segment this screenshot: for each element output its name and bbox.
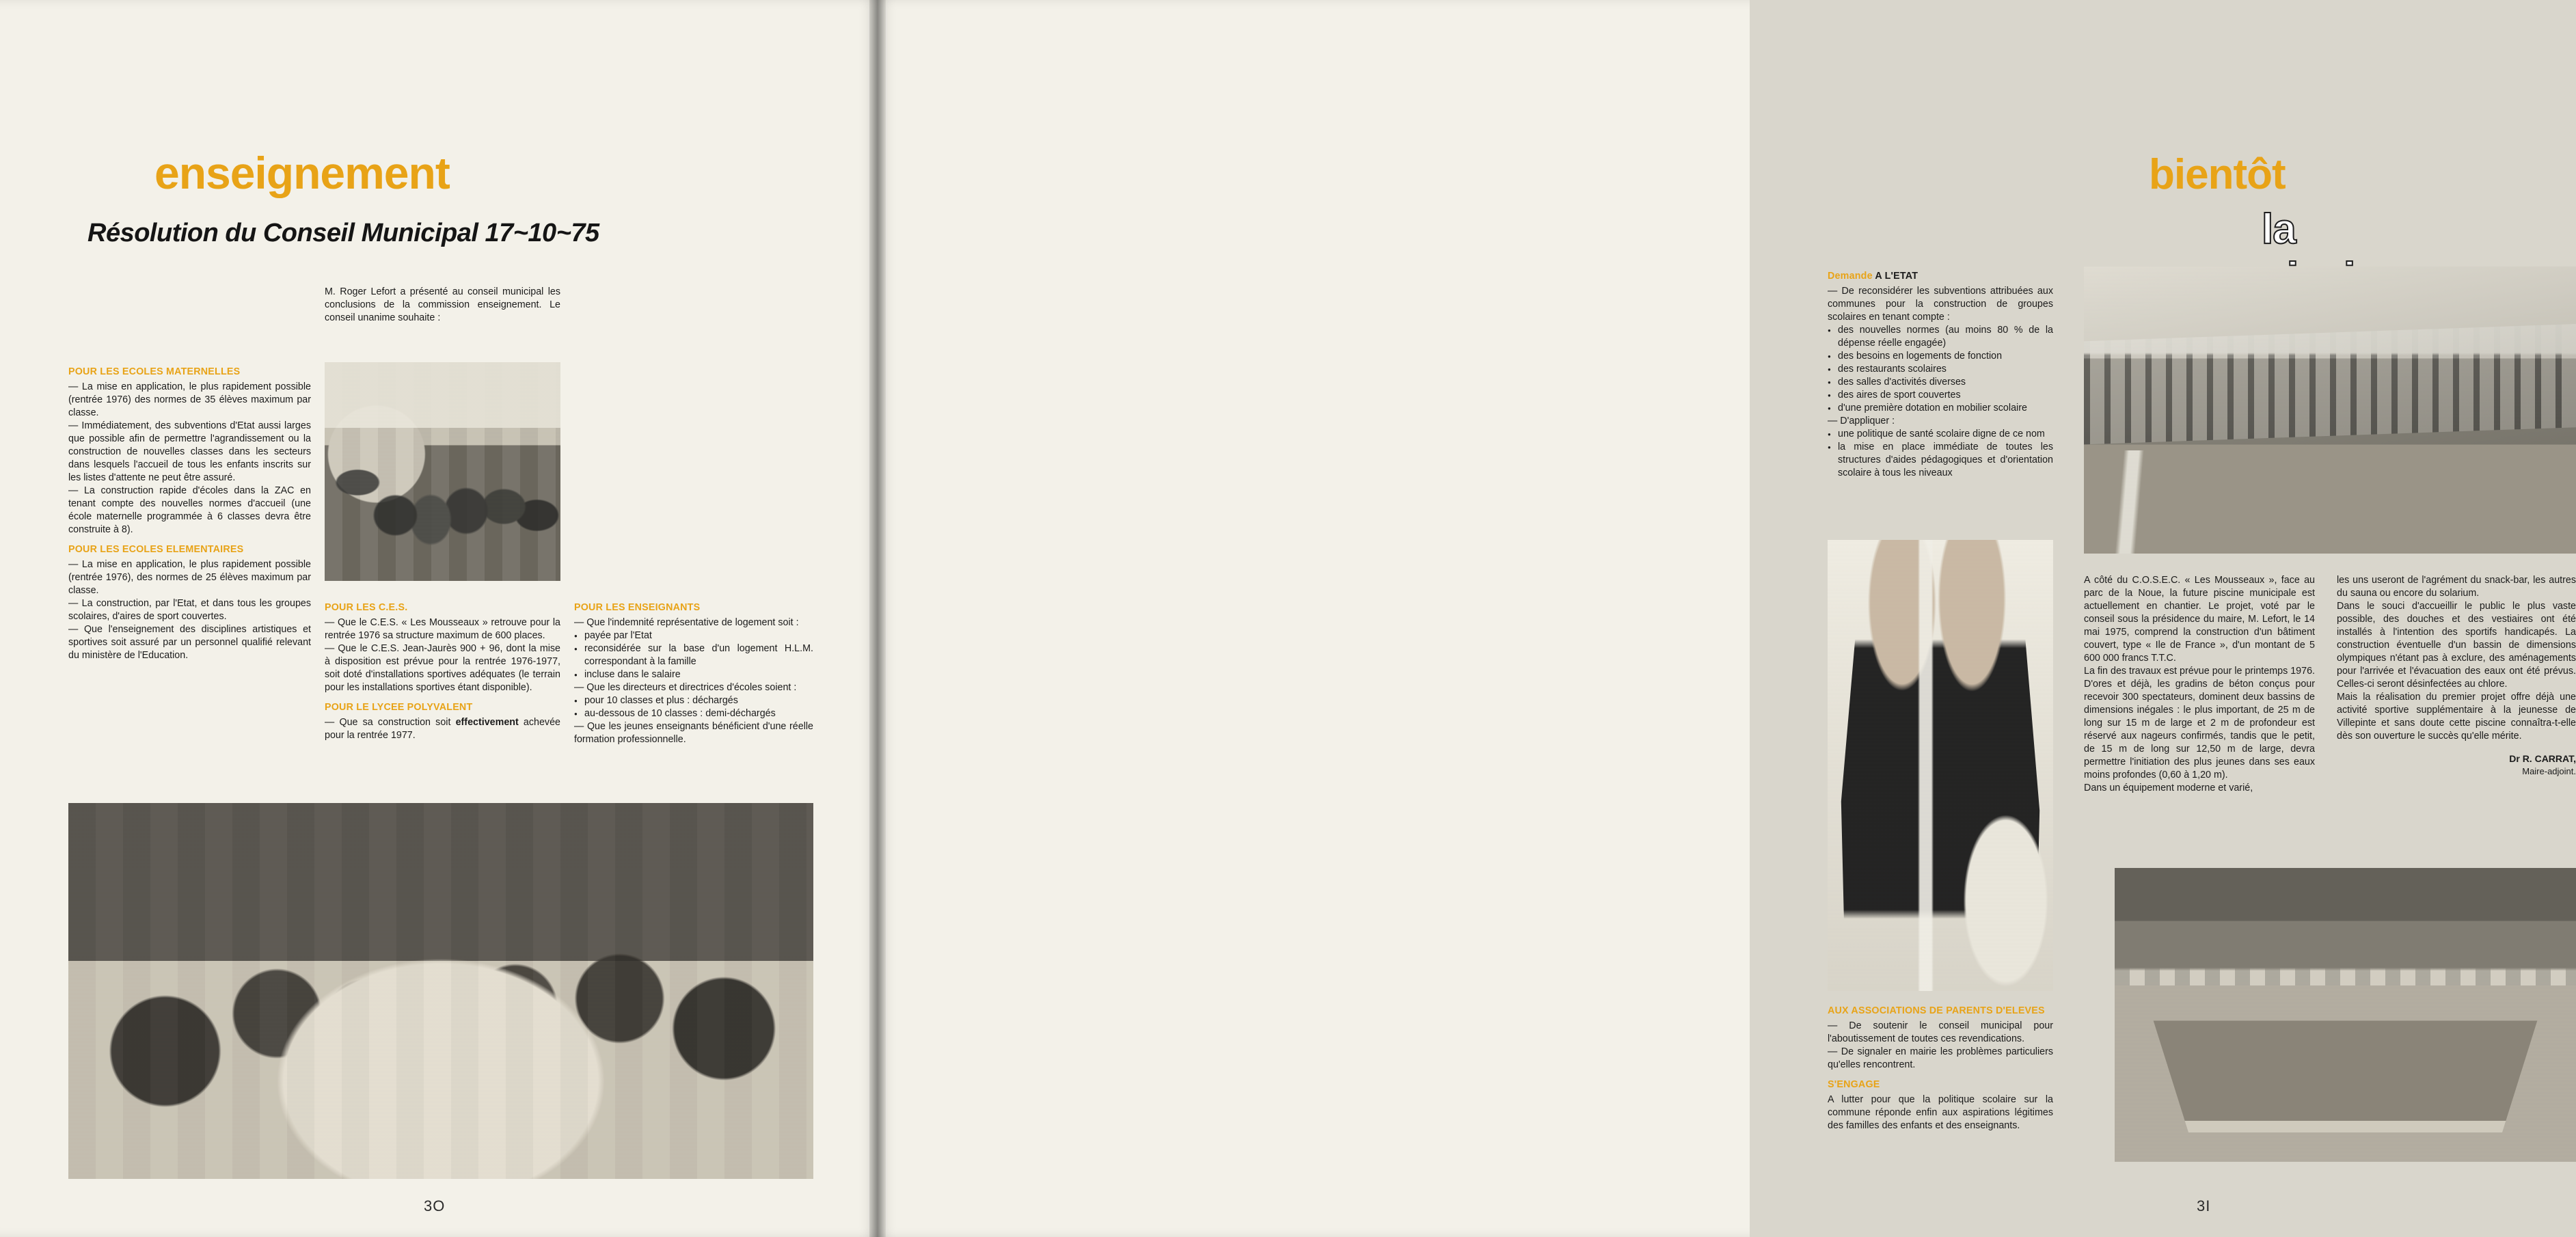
paragraph: — Que le C.E.S. Jean-Jaurès 900 + 96, dont la mise à disposition est prévue pour la rentrée 1976-1977, soit doté d'installations sportives adéquates (le terrain pour les installations sportives étant disponible). <box>325 643 560 693</box>
pool-construction-exterior-photo <box>2084 267 2576 554</box>
paragraph-text-end: achevée pour la rentrée 1977. <box>325 717 560 741</box>
left-column-2 <box>325 601 560 742</box>
page-title-enseignement: enseignement <box>154 148 450 198</box>
list-item: ● des restaurants scolaires <box>1828 363 2053 376</box>
a-letat-word: A L'ETAT <box>1875 271 1919 282</box>
paragraph-bold: effectivement <box>455 717 519 728</box>
right-column-1b <box>1828 1005 2053 1132</box>
paragraph: — Immédiatement, des subventions d'Etat aussi larges que possible afin de permettre l'agrandissement ou la construction de nouvelles classes dans les secteurs dans lesquels l'accueil de tous les enfants inscrits sur les listes d'attente ne peut être assuré. <box>68 420 311 483</box>
paragraph: — Que l'enseignement des disciplines artistiques et sportives soit assuré par un personnel qualifié relevant du ministère de l'Education. <box>68 624 311 661</box>
bullet-list-2 <box>574 694 813 720</box>
list-item: ● reconsidérée sur la base d'un logement H.L.M. correspondant à la famille <box>574 642 813 668</box>
list-item: ● au-dessous de 10 classes : demi-déchargés <box>574 707 813 720</box>
section-title-elementaires: POUR LES ECOLES ELEMENTAIRES <box>68 544 244 555</box>
paragraph: Mais la réalisation du premier projet offre déjà une activité sportive supplémentaire à la jeunesse de Villepinte et sans doute cette piscine connaîtra-t-elle dès son ouverture le succès qu'elle mérite. <box>2337 692 2576 742</box>
left-page <box>0 0 878 1237</box>
section-title-maternelles: POUR LES ECOLES MATERNELLES <box>68 366 241 377</box>
list-item: ● des besoins en logements de fonction <box>1828 350 2053 363</box>
list-item: ● incluse dans le salaire <box>574 668 813 681</box>
classroom-photo <box>325 362 560 581</box>
paragraph: — Que le C.E.S. « Les Mousseaux » retrouve pour la rentrée 1976 sa structure maximum de 600 places. <box>325 617 560 641</box>
page-number-right: 3I <box>2197 1197 2211 1214</box>
paragraph: — D'appliquer : <box>1828 416 1895 426</box>
paragraph: les uns useront de l'agrément du snack-bar, les autres du sauna ou encore du solarium. <box>2337 575 2576 599</box>
list-item: ● des aires de sport couvertes <box>1828 389 2053 402</box>
paragraph <box>325 716 560 742</box>
paragraph: — Que les directeurs et directrices d'écoles soient : <box>574 682 797 693</box>
list-item: ● une politique de santé scolaire digne de ce nom <box>1828 428 2053 441</box>
paragraph: A lutter pour que la politique scolaire sur la commune réponde enfin aux aspirations légitimes des familles des enfants et des enseignants. <box>1828 1094 2053 1131</box>
section-title-ces: POUR LES C.E.S. <box>325 602 408 613</box>
list-item: ● des salles d'activités diverses <box>1828 376 2053 389</box>
paragraph: Dans le souci d'accueillir le public le plus vaste possible, des douches et des vestiaires ont été installés à l'intention des sportifs handicapés. La construction éventuelle d'un bassin de dimensions olympiques n'étant pas à exclure, des aménagements pour l'arrivée et l'évacuation des eaux ont été prévus. Celles-ci seront désinfectées au chlore. <box>2337 601 2576 690</box>
left-column-3 <box>574 601 813 746</box>
right-column-1 <box>1828 270 2053 480</box>
paragraph: Dans un équipement moderne et varié, <box>2084 783 2253 793</box>
paragraph: — La construction, par l'Etat, et dans tous les groupes scolaires, d'aires de sport couvertes. <box>68 598 311 622</box>
page-title-bientot: bientôt <box>2149 151 2286 198</box>
right-page <box>878 0 2576 1237</box>
section-title-demande-etat <box>1828 270 2053 283</box>
demande-word: Demande <box>1828 271 1873 282</box>
paragraph-text: — Que sa construction soit <box>325 717 456 728</box>
signature-role: Maire-adjoint. <box>2522 765 2576 776</box>
section-title-enseignants: POUR LES ENSEIGNANTS <box>574 602 701 613</box>
page-number-left: 3O <box>424 1197 446 1214</box>
paragraph: La fin des travaux est prévue pour le printemps 1976. D'ores et déjà, les gradins de béton conçus pour recevoir 300 spectateurs, dominent deux bassins de dimensions inégales : le plus important, de 25 m de long sur 15 m de large et 2 m de profondeur est réservé aux nageurs confirmés, tandis que le petit, de 15 m de long sur 12,50 m de large, devra permettre l'initiation des plus jeunes dans ses eaux moins profondes (0,60 à 1,20 m). <box>2084 666 2315 780</box>
bullet-list <box>574 629 813 681</box>
two-men-photo <box>1828 540 2053 991</box>
paragraph: — De reconsidérer les subventions attribuées aux communes pour la construction de groupes scolaires en tenant compte : <box>1828 286 2053 323</box>
spread-gutter <box>869 0 886 1237</box>
paragraph: — Que les jeunes enseignants bénéficient d'une réelle formation professionnelle. <box>574 721 813 745</box>
paragraph: — La mise en application, le plus rapidement possible (rentrée 1976), des normes de 25 élèves maximum par classe. <box>68 559 311 596</box>
signature <box>2337 752 2576 777</box>
paragraph: — La construction rapide d'écoles dans la ZAC en tenant compte des nouvelles normes d'accueil (une école maternelle programmée à 6 classes devra être construite à 8). <box>68 485 311 535</box>
paragraph: — De soutenir le conseil municipal pour l'aboutissement de toutes ces revendications. <box>1828 1020 2053 1044</box>
list-item: ● d'une première dotation en mobilier scolaire <box>1828 402 2053 415</box>
bullet-list-etat <box>1828 324 2053 415</box>
paragraph: — La mise en application, le plus rapidement possible (rentrée 1976) des normes de 35 élèves maximum par classe. <box>68 381 311 418</box>
section-title-sengage: S'ENGAGE <box>1828 1079 1880 1090</box>
right-column-3 <box>2337 574 2576 777</box>
page-title-piscine: la <box>2262 206 2296 253</box>
intro-paragraph: M. Roger Lefort a présenté au conseil municipal les conclusions de la commission enseignement. Le conseil unanime souhaite : <box>325 286 560 323</box>
children-table-photo <box>68 803 813 1179</box>
page-subtitle-resolution: Résolution du Conseil Municipal 17~10~75 <box>87 219 599 247</box>
paragraph: — Que l'indemnité représentative de logement soit : <box>574 617 799 628</box>
list-item: ● des nouvelles normes (au moins 80 % de la dépense réelle engagée) <box>1828 324 2053 350</box>
signature-name: Dr R. CARRAT, <box>2509 753 2576 764</box>
left-column-1 <box>68 366 311 662</box>
section-title-associations: AUX ASSOCIATIONS DE PARENTS D'ELEVES <box>1828 1005 2045 1016</box>
list-item: ● payée par l'Etat <box>574 629 813 642</box>
bullet-list-appliquer <box>1828 428 2053 480</box>
list-item: ● pour 10 classes et plus : déchargés <box>574 694 813 707</box>
paragraph: A côté du C.O.S.E.C. « Les Mousseaux », face au parc de la Noue, la future piscine municipale est actuellement en chantier. Le projet, voté par le conseil sous la présidence du maire, M. Lefort, le 14 mai 1975, comprend la construction d'un bâtiment couvert, type « Ile de France », d'un montant de 5 600 000 francs T.T.C. <box>2084 575 2315 664</box>
section-title-lycee: POUR LE LYCEE POLYVALENT <box>325 702 473 713</box>
pool-basin-photo <box>2115 868 2576 1162</box>
paragraph: — De signaler en mairie les problèmes particuliers qu'elles rencontrent. <box>1828 1046 2053 1070</box>
list-item: ● la mise en place immédiate de toutes les structures d'aides pédagogiques et d'orientation scolaire à tous les niveaux <box>1828 441 2053 480</box>
right-column-2 <box>2084 574 2315 795</box>
